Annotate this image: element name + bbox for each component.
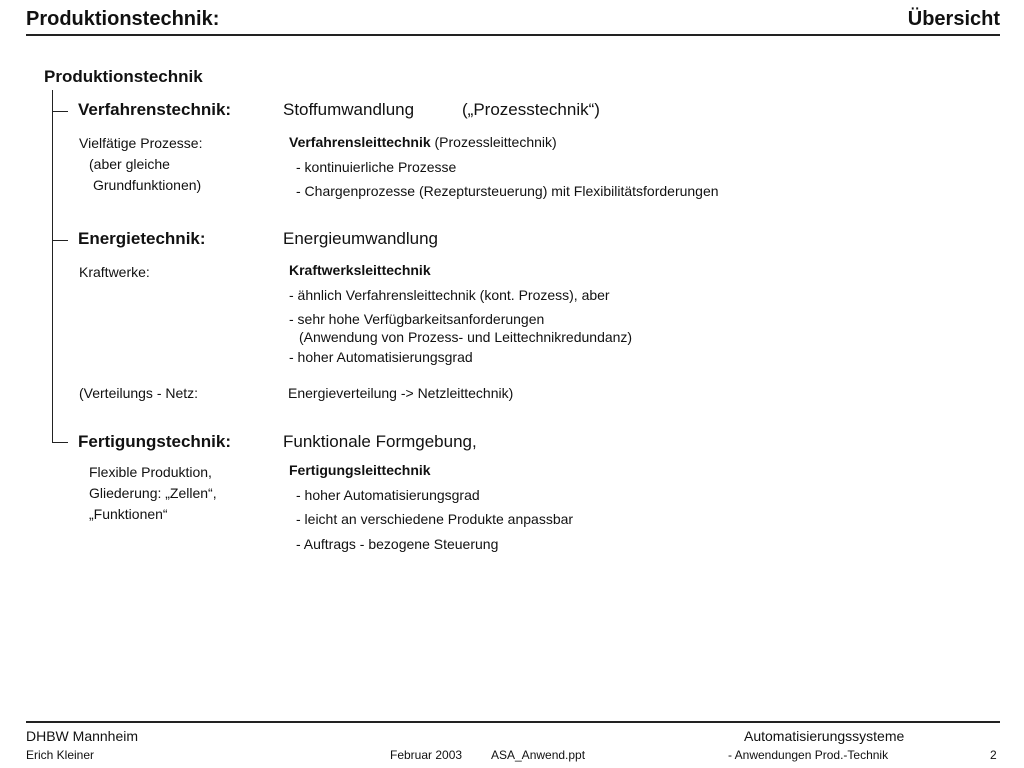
category-verfahrenstechnik: Verfahrenstechnik: — [78, 100, 232, 119]
tree-branch-fertigung — [52, 442, 68, 443]
detail-block-energie — [289, 258, 632, 368]
heading-verfahrensleittechnik — [289, 130, 719, 155]
list-item: - hoher Automatisierungsgrad — [296, 486, 480, 503]
heading-bold: Verfahrensleittechnik — [289, 134, 431, 150]
side-line: Grundfunktionen) — [93, 177, 202, 193]
category-energietechnik: Energietechnik: — [78, 229, 206, 248]
extra-left-verteilungsnetz: (Verteilungs - Netz: — [79, 385, 199, 401]
description-fertigungstechnik: Funktionale Formgebung, — [283, 432, 477, 451]
side-note-fertigung — [89, 462, 217, 525]
extra-right-netzleittechnik: Energieverteilung -> Netzleittechnik) — [288, 385, 514, 401]
footer-rule — [26, 721, 1000, 723]
category-fertigungstechnik: Fertigungstechnik: — [78, 432, 232, 451]
header-rule — [26, 34, 1000, 36]
side-line: (aber gleiche — [89, 156, 170, 172]
heading-rest: (Prozessleittechnik) — [434, 134, 557, 150]
heading-kraftwerksleittechnik: Kraftwerksleittechnik — [289, 262, 431, 278]
list-item: - hoher Automatisierungsgrad — [289, 348, 473, 365]
footer-course: Automatisierungssysteme — [744, 728, 905, 744]
list-item: - Chargenprozesse (Rezeptursteuerung) mit Flexibilitätsforderungen — [296, 183, 719, 199]
detail-block-verfahren — [289, 130, 719, 204]
side-line: Gliederung: „Zellen“, — [89, 485, 217, 501]
side-line: Kraftwerke: — [79, 264, 150, 280]
detail-block-fertigung — [289, 458, 573, 556]
footer-file: ASA_Anwend.ppt — [491, 748, 586, 762]
side-line: „Funktionen“ — [89, 506, 168, 522]
tree-vertical-line — [52, 90, 53, 442]
list-item: (Anwendung von Prozess- und Leittechnikredundanz) — [299, 328, 633, 345]
list-item: - sehr hohe Verfügbarkeitsanforderungen — [289, 311, 545, 327]
list-item: - leicht an verschiedene Produkte anpassbar — [296, 511, 574, 527]
tree-branch-energie — [52, 240, 68, 241]
footer-page-number: 2 — [990, 748, 997, 762]
tree-branch-verfahren — [52, 111, 68, 112]
description-verfahrenstechnik: Stoffumwandlung — [283, 100, 415, 119]
page-title: Produktionstechnik: — [26, 8, 220, 30]
description-extra-verfahrenstechnik: („Prozesstechnik“) — [462, 100, 600, 119]
list-item: - ähnlich Verfahrensleittechnik (kont. Prozess), aber — [289, 286, 610, 303]
side-note-verfahren — [79, 133, 202, 196]
footer-date: Februar 2003 — [390, 748, 463, 762]
page-subtitle: Übersicht — [907, 8, 1000, 30]
description-energietechnik: Energieumwandlung — [283, 229, 438, 248]
list-item: - kontinuierliche Prozesse — [296, 158, 457, 175]
side-line: Flexible Produktion, — [89, 464, 212, 480]
side-note-energie — [79, 262, 150, 283]
footer-author: Erich Kleiner — [26, 748, 95, 762]
root-label: Produktionstechnik — [44, 67, 203, 86]
footer-subtitle: - Anwendungen Prod.-Technik — [728, 748, 889, 762]
list-item: - Auftrags - bezogene Steuerung — [296, 535, 499, 552]
side-line: Vielfätige Prozesse: — [79, 135, 203, 151]
heading-fertigungsleittechnik: Fertigungsleittechnik — [289, 462, 431, 478]
footer-org: DHBW Mannheim — [26, 728, 139, 744]
